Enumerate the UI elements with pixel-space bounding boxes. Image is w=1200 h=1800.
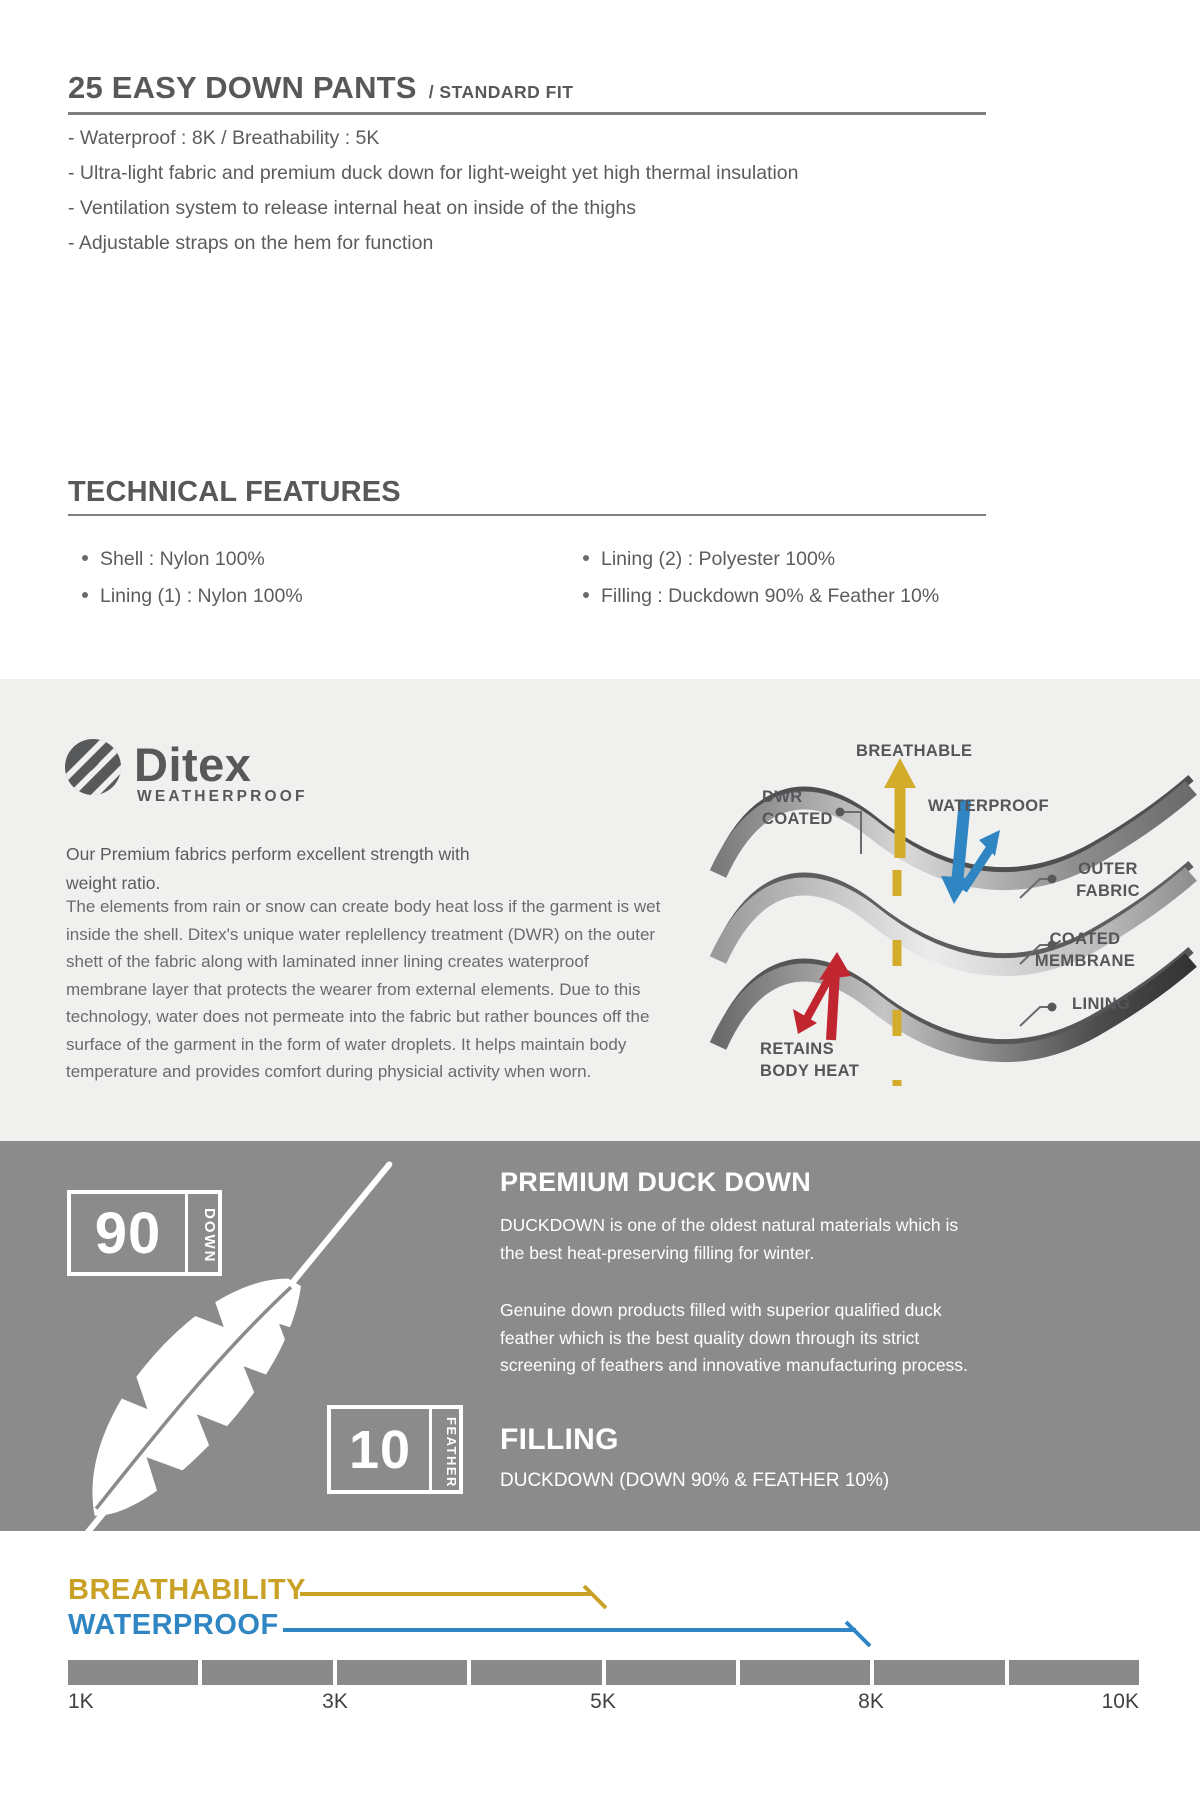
scale-segment [337,1660,467,1685]
waterproof-series-label: WATERPROOF [68,1609,279,1641]
label-line: FABRIC [1076,882,1140,900]
ditex-brand: Ditex [134,738,252,791]
spec-text: Lining (1) : Nylon 100% [100,585,303,607]
bullet-dot-icon [82,555,88,561]
spec-item [583,548,835,571]
ditex-tagline: WEATHERPROOF [137,788,308,805]
feature-item: - Waterproof : 8K / Breathability : 5K [68,127,380,149]
label-line: BODY HEAT [760,1062,860,1080]
duck-down-para-2: Genuine down products filled with superior qualified duck feather which is the best quality down through its strict screening of feathers and innovative manufacturing process. [500,1300,968,1375]
scale-segment [471,1660,601,1685]
breathability-series-label: BREATHABILITY [68,1574,306,1606]
leader-dot [836,808,845,817]
label-line: COATED [762,810,833,828]
scale-segment [202,1660,332,1685]
ditex-lead: Our Premium fabrics perform excellent strength with weight ratio. [66,844,470,893]
label-line: DWR [762,788,803,806]
label-line: COATED [1049,930,1121,948]
rating-arrows [0,1570,1200,1660]
label-dwr-coated [762,786,833,830]
bullet-dot-icon [583,555,589,561]
waterproof-tick-icon [846,1622,870,1646]
breathable-arrowhead-icon [884,758,916,788]
scale-segment [606,1660,736,1685]
feature-item: - Ultra-light fabric and premium duck down for light-weight yet high thermal insulation [68,162,799,184]
page-title: 25 EASY DOWN PANTS [68,70,417,105]
ditex-logo-icon [64,738,122,796]
premium-duck-down-heading: PREMIUM DUCK DOWN [500,1167,812,1197]
scale-tick-3k: 3K [322,1690,348,1713]
feature-item: - Ventilation system to release internal heat on inside of the thighs [68,197,637,219]
duck-down-para-1: DUCKDOWN is one of the oldest natural materials which is the best heat-preserving filling for winter. [500,1215,959,1263]
spec-text: Lining (2) : Polyester 100% [601,548,836,570]
fit-label: / STANDARD FIT [428,82,574,102]
filling-text: DUCKDOWN (DOWN 90% & FEATHER 10%) [500,1470,890,1491]
scale-tick-5k: 5K [590,1690,616,1713]
feature-item: - Adjustable straps on the hem for function [68,232,434,254]
spec-text: Shell : Nylon 100% [100,548,265,570]
title-divider [68,112,986,115]
ditex-body: The elements from rain or snow can create body heat loss if the garment is wet inside the shell. Ditex's unique water replellency treatment (DWR) on the outer shett of the fabric along with laminated inner lining creates waterproof membrane layer that protects the wearer from external elements. Due to this technology, water does not permeate into the fabric but rather bounces off the surface of the garment in the form of water droplets. It helps maintain body temperature and provides comfort during physicial activity when worn. [66,897,661,1081]
label-coated-membrane [1025,928,1145,972]
label-breathable: BREATHABLE [856,742,973,760]
label-lining: LINING [1072,995,1131,1013]
scale-segment [874,1660,1004,1685]
down-90-badge [67,1190,222,1276]
scale-segment [68,1660,198,1685]
feather-10-badge [327,1405,463,1494]
scale-tick-10k: 10K [1101,1690,1139,1713]
scale-tick-1k: 1K [68,1690,94,1713]
label-line: RETAINS [760,1040,834,1058]
badge-value: 90 [71,1194,188,1272]
label-retains-body-heat [760,1038,859,1082]
spec-item [82,548,265,571]
bullet-dot-icon [583,592,589,598]
leader-dot [1048,875,1057,884]
filling-heading: FILLING [500,1423,619,1456]
breathability-tick-icon [584,1586,606,1608]
bullet-dot-icon [82,592,88,598]
rating-scale-bar [68,1660,1139,1685]
badge-value: 10 [331,1409,432,1490]
spec-item [583,585,939,608]
spec-text: Filling : Duckdown 90% & Feather 10% [601,585,940,607]
scale-segment [1009,1660,1139,1685]
label-outer-fabric [1068,858,1148,902]
leader-dot [1048,1003,1057,1012]
feature-list [68,121,799,261]
badge-label: DOWN [201,1208,218,1264]
body-heat-bounce-arrow [806,978,829,1020]
spec-item [82,585,303,608]
label-line: MEMBRANE [1034,952,1136,970]
scale-segment [740,1660,870,1685]
technical-divider [68,514,986,516]
badge-label: FEATHER [444,1417,459,1488]
label-waterproof: WATERPROOF [928,797,1050,815]
page-title-row [68,70,573,106]
technical-features-heading: TECHNICAL FEATURES [68,476,401,508]
body-heat-arrow [831,972,835,1040]
label-line: OUTER [1078,860,1138,878]
scale-tick-8k: 8K [858,1690,884,1713]
